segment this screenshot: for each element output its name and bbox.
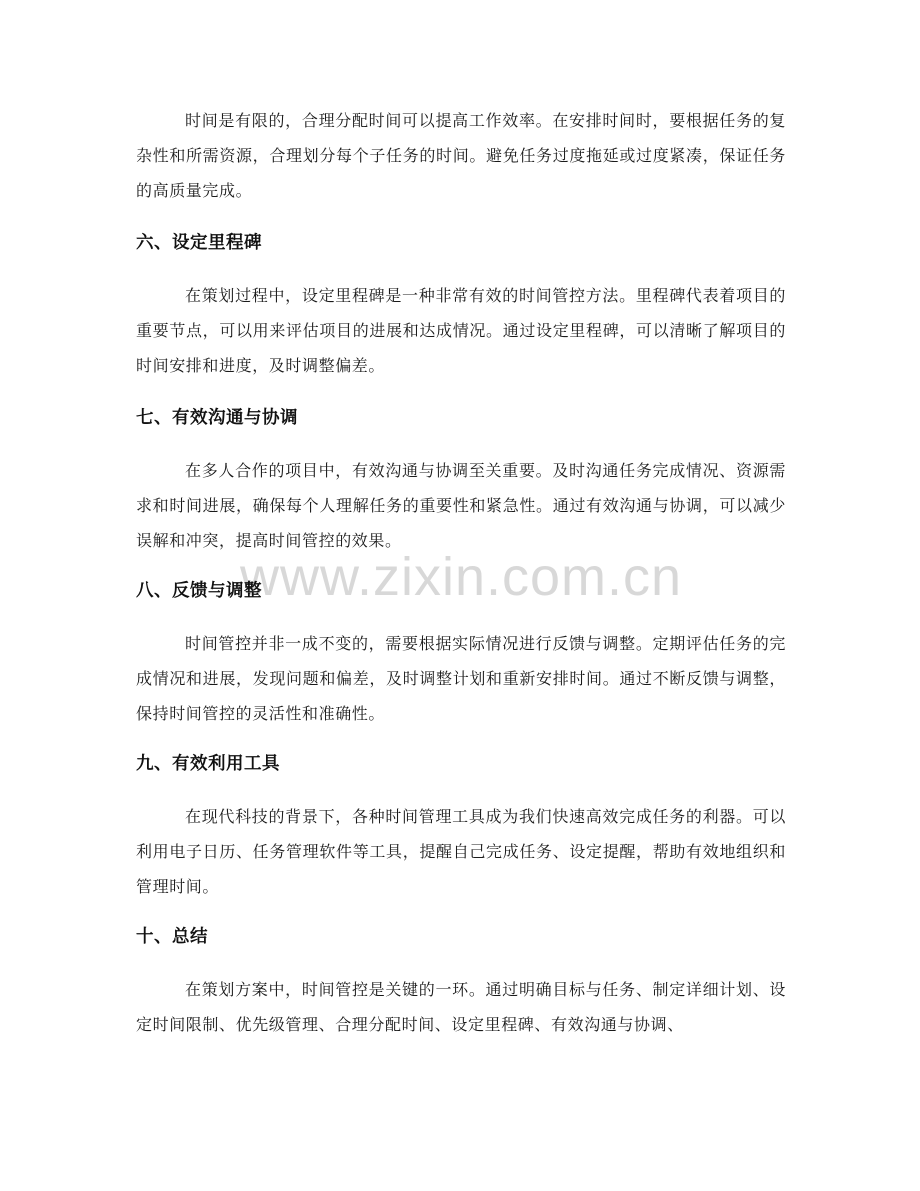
section-body-tools: 在现代科技的背景下，各种时间管理工具成为我们快速高效完成任务的利器。可以利用电子日历、任务管理软件等工具，提醒自己完成任务、设定提醒，帮助有效地组织和管理时间。	[136, 807, 786, 896]
section-heading-milestones: 六、设定里程碑	[136, 233, 262, 253]
intro-paragraph: 时间是有限的，合理分配时间可以提高工作效率。在安排时间时，要根据任务的复杂性和所需资源，合理划分每个子任务的时间。避免任务过度拖延或过度紧凑，保证任务的高质量完成。	[136, 111, 786, 200]
section-body-milestones: 在策划过程中，设定里程碑是一种非常有效的时间管控方法。里程碑代表着项目的重要节点，可以用来评估项目的进展和达成情况。通过设定里程碑，可以清晰了解项目的时间安排和进度，及时调整偏差。	[136, 286, 786, 375]
section-body-feedback: 时间管控并非一成不变的，需要根据实际情况进行反馈与调整。定期评估任务的完成情况和进展，发现问题和偏差，及时调整计划和重新安排时间。通过不断反馈与调整，保持时间管控的灵活性和准确性。	[136, 634, 786, 723]
watermark: www.zixin.com.cn	[239, 547, 683, 607]
section-heading-communication: 七、有效沟通与协调	[136, 408, 298, 428]
section-body-communication: 在多人合作的项目中，有效沟通与协调至关重要。及时沟通任务完成情况、资源需求和时间进展，确保每个人理解任务的重要性和紧急性。通过有效沟通与协调，可以减少误解和冲突，提高时间管控的效果。	[136, 461, 786, 550]
section-heading-tools: 九、有效利用工具	[136, 754, 280, 774]
section-body-summary: 在策划方案中，时间管控是关键的一环。通过明确目标与任务、制定详细计划、设定时间限制、优先级管理、合理分配时间、设定里程碑、有效沟通与协调、	[136, 980, 786, 1034]
section-heading-feedback: 八、反馈与调整	[136, 581, 262, 601]
section-heading-summary: 十、总结	[136, 927, 208, 947]
